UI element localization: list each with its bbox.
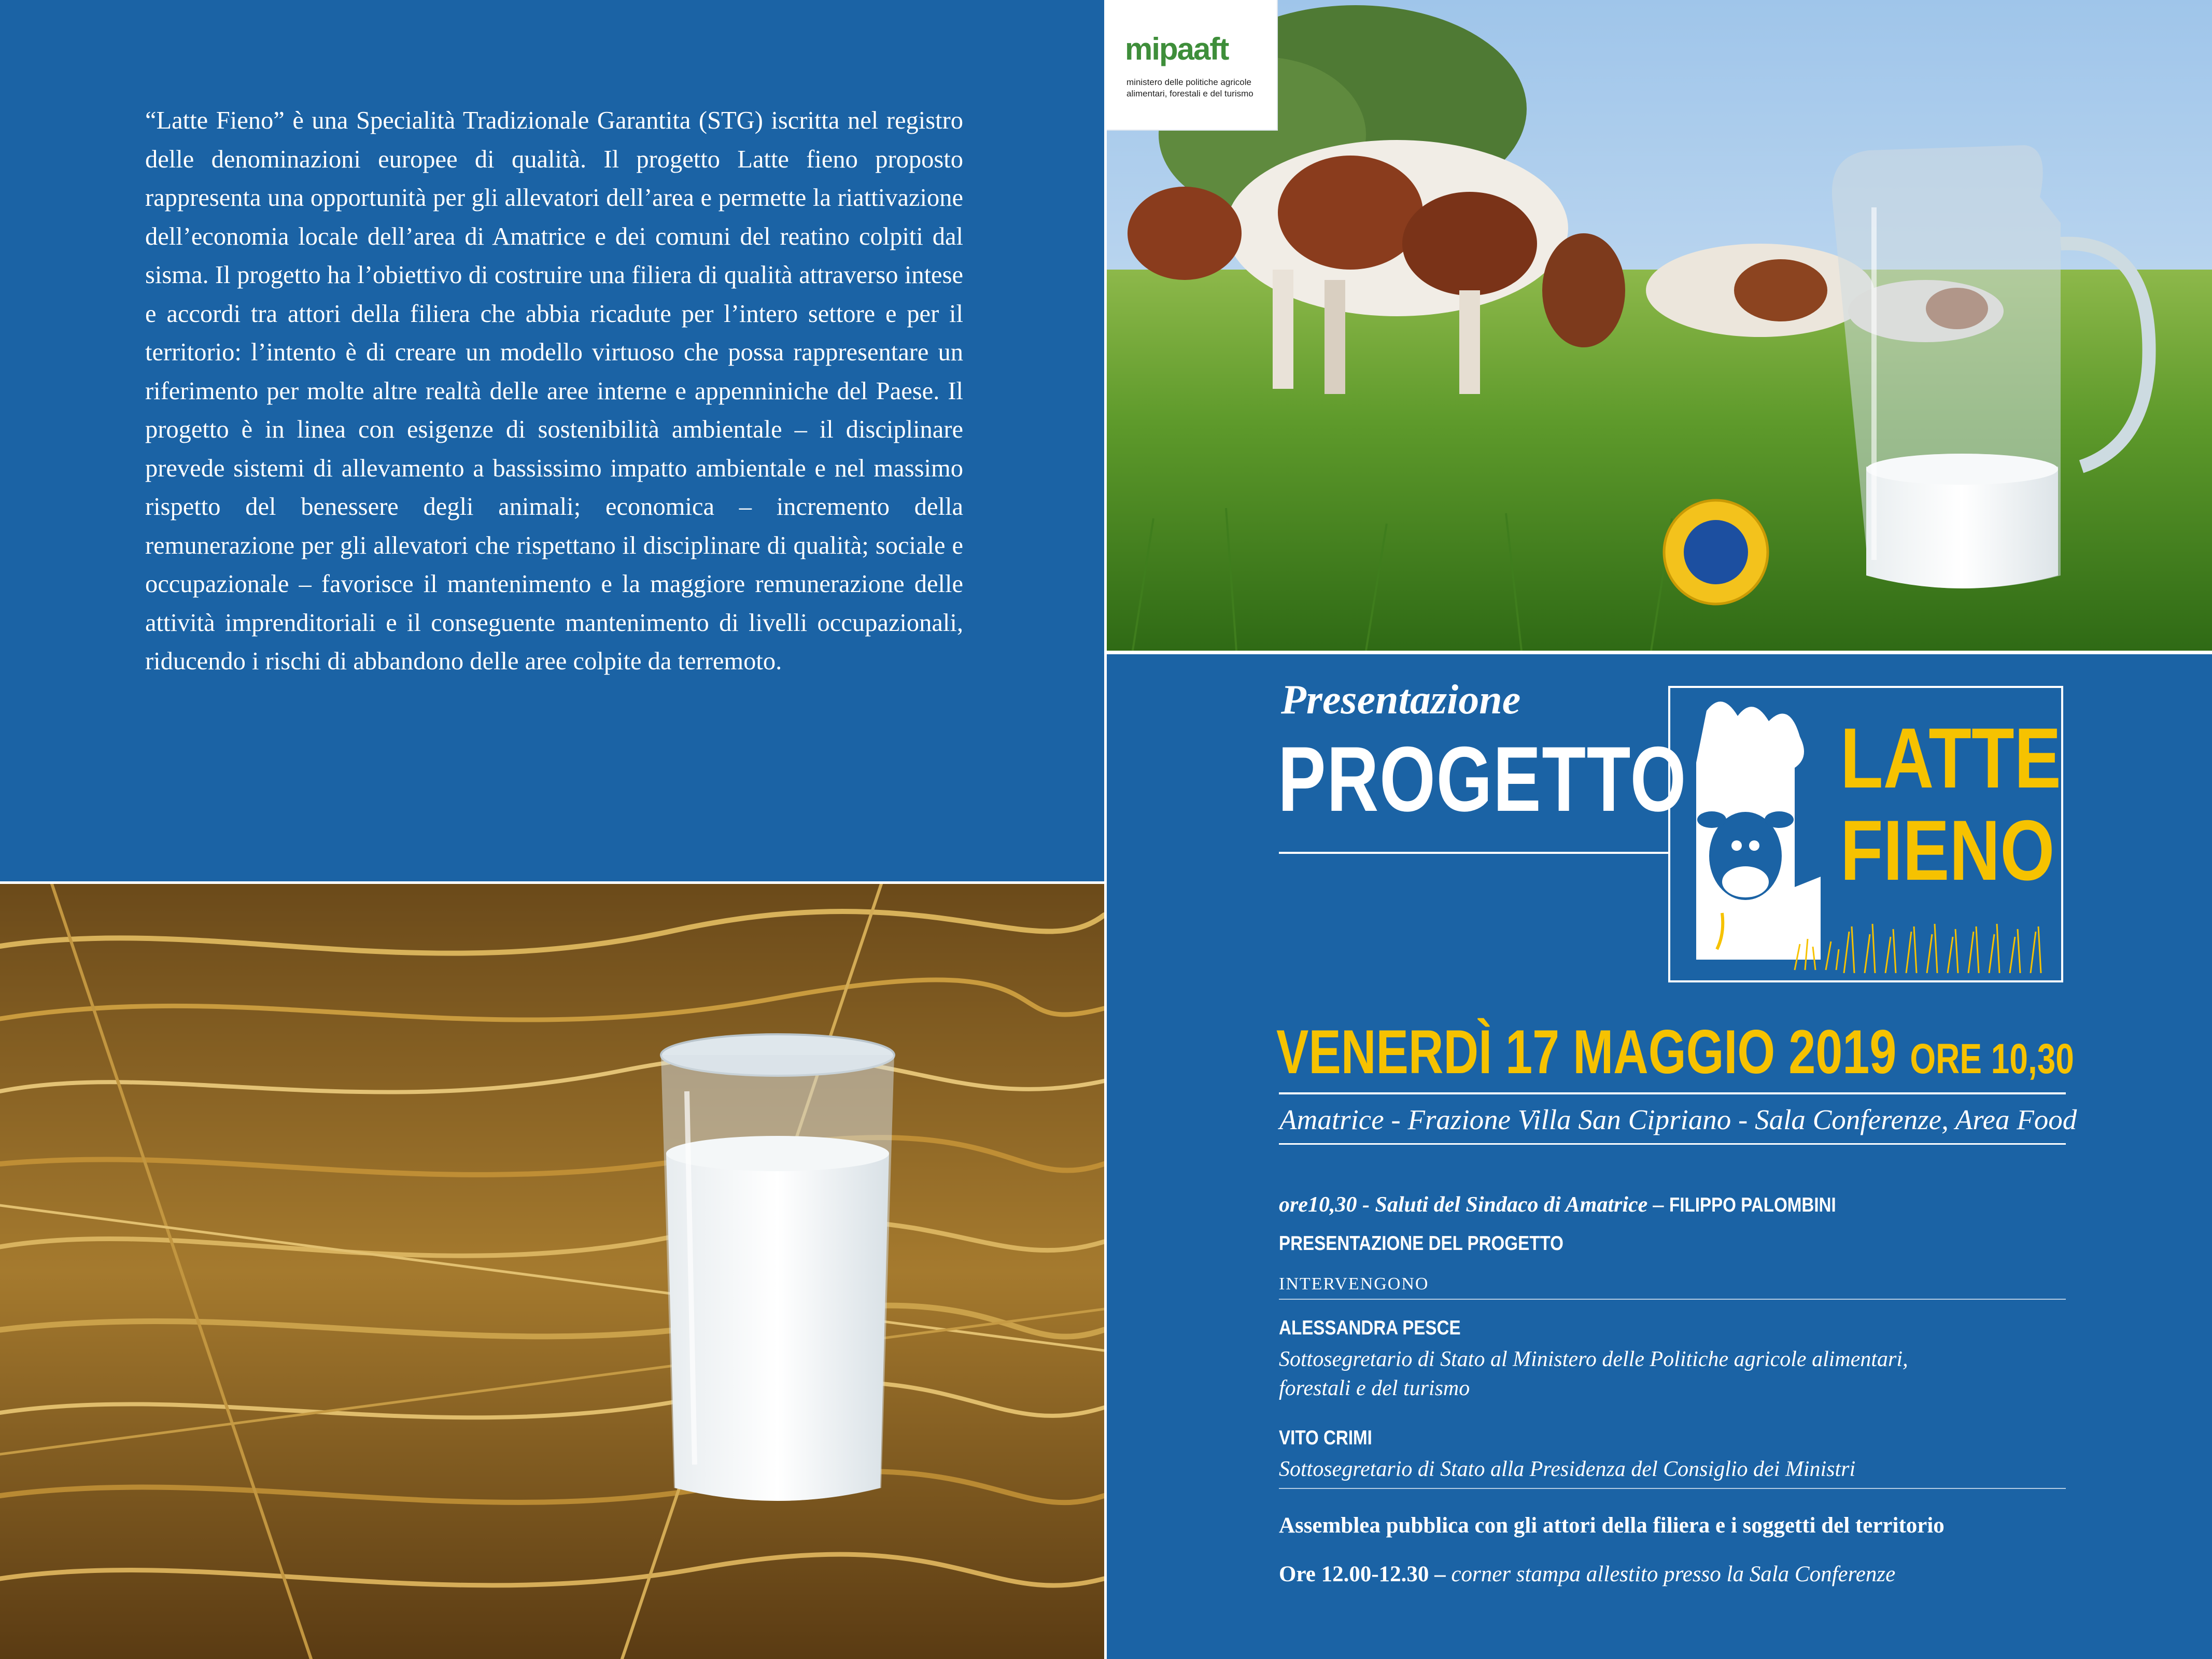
progetto-heading: PROGETTO: [1278, 727, 1687, 831]
event-time: ORE 10,30: [1910, 1035, 2074, 1082]
intro-paragraph: “Latte Fieno” è una Specialità Tradizionale Garantita (STG) iscritta nel registro delle denominazioni europee di qualità. Il progetto Latte fieno proposto rappresenta una opportunità per gli allevatori dell’area e permette la riattivazione dell’economia locale dell’area di Amatrice e dei comuni del reatino colpiti dal sisma. Il progetto ha l’obiettivo di costruire una filiera di qualità attraverso intese e accordi tra attori della filiera che abbia ricadute per l’intero settore e per il territorio: l’intento è di creare un modello virtuoso che possa rappresentare un riferimento per molte altre realtà delle aree interne e appenniniche del Paese. Il progetto è in linea con esigenze di sostenibilità ambientale – il disciplinare prevede sistemi di allevamento a bassissimo impatto ambientale e nel massimo rispetto del benessere degli animali; economica – incremento della remunerazione per gli allevatori che rispettano il disciplinare di qualità; sociale e occupazionale – favorisce il mantenimento e la maggiore remunerazione delle attività imprenditoriali e il conseguente mantenimento di livelli occupazionali, riducendo i rischi di abbandono delle aree colpite da terremoto.: [145, 107, 963, 675]
event-date-line: [1276, 1016, 2074, 1088]
divider: [1279, 1092, 2066, 1094]
event-date: VENERDÌ 17 MAGGIO 2019: [1276, 1017, 1897, 1087]
speakers-heading: INTERVENGONO: [1279, 1274, 1429, 1294]
logo-wordmark: mipaaft: [1125, 32, 1229, 66]
divider: [1279, 1143, 2066, 1145]
divider: [1279, 1299, 2066, 1300]
speaker2-role: Sottosegretario di Stato alla Presidenza del Consiglio dei Ministri: [1279, 1457, 1856, 1481]
welcome-text: ore10,30 - Saluti del Sindaco di Amatrice –: [1279, 1193, 1670, 1217]
speaker1-name: ALESSANDRA PESCE: [1279, 1317, 1461, 1339]
mipaaft-logo: [1107, 0, 1278, 131]
speaker2-name: VITO CRIMI: [1279, 1427, 1372, 1449]
welcome-name: FILIPPO PALOMBINI: [1669, 1194, 1836, 1216]
press-note: [1279, 1562, 1895, 1587]
hay-milk-glass-photo: [0, 884, 1104, 1659]
assembly-note: Assemblea pubblica con gli attori della filiera e i soggetti del territorio: [1279, 1513, 1945, 1538]
divider: [1279, 852, 1670, 854]
program-welcome: [1279, 1192, 1866, 1217]
logo-subtitle: ministero delle politiche agricole alimentari, forestali e del turismo: [1126, 77, 1253, 99]
brand-fieno-text: FIENO: [1840, 803, 2055, 898]
program-presentation: PRESENTAZIONE DEL PROGETTO: [1279, 1232, 1563, 1255]
event-venue: Amatrice - Frazione Villa San Cipriano - Sala Conferenze, Area Food: [1279, 1104, 2077, 1135]
milk-carton-cow-icon: [1675, 690, 1847, 980]
press-text: corner stampa allestito presso la Sala Conferenze: [1451, 1562, 1896, 1586]
divider: [1279, 1488, 2066, 1489]
speaker1-role-line2: forestali e del turismo: [1279, 1376, 1470, 1400]
presentazione-heading: Presentazione: [1281, 677, 1521, 723]
brand-latte-text: LATTE: [1840, 710, 2061, 806]
press-time: Ore 12.00-12.30 –: [1279, 1562, 1452, 1586]
speaker1-role-line1: Sottosegretario di Stato al Ministero delle Politiche agricole alimentari,: [1279, 1347, 1908, 1371]
grass-icon: [1841, 911, 2059, 973]
hay-photo-illustration: [0, 884, 1104, 1659]
